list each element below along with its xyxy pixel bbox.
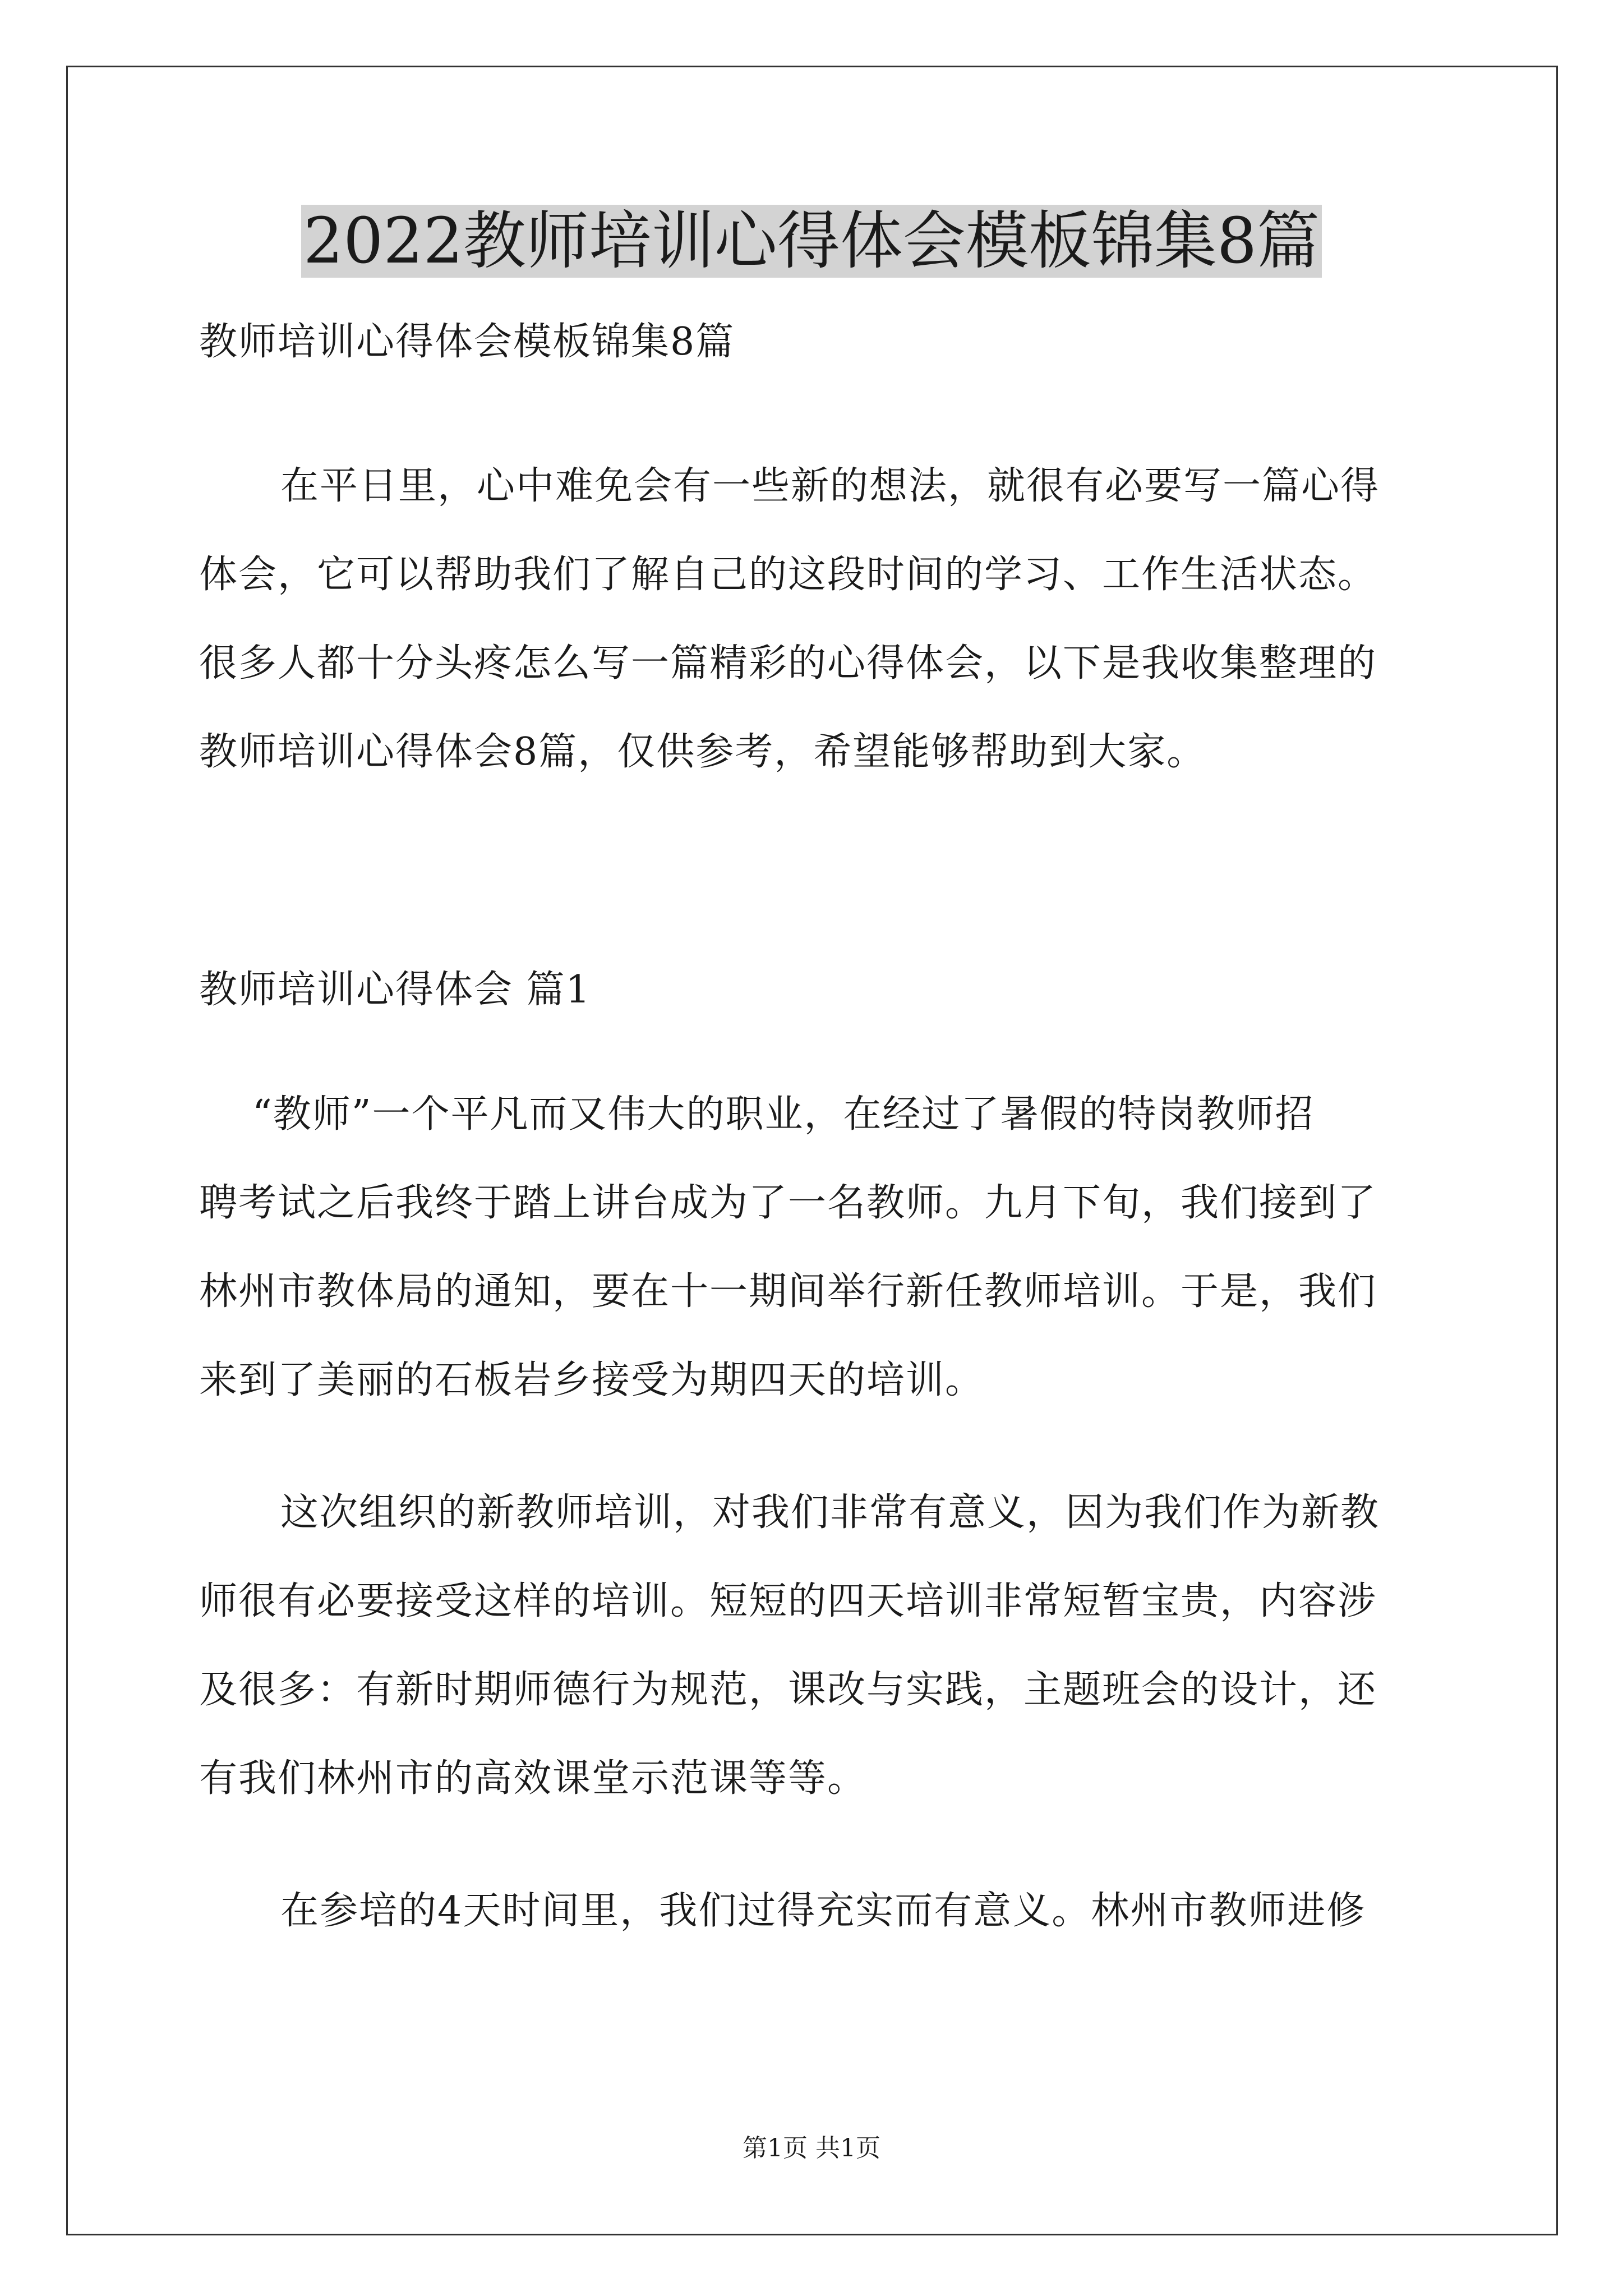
intro-line: 教师培训心得体会8篇，仅供参考，希望能够帮助到大家。 (199, 730, 1206, 774)
paragraph-line: 林州市教体局的通知，要在十一期间举行新任教师培训。于是，我们 (199, 1269, 1377, 1314)
paragraph-line: 在参培的4天时间里，我们过得充实而有意义。林州市教师进修 (280, 1889, 1366, 1933)
paragraph-line: 师很有必要接受这样的培训。短短的四天培训非常短暂宝贵，内容涉 (199, 1579, 1377, 1623)
intro-line: 体会，它可以帮助我们了解自己的这段时间的学习、工作生活状态。 (199, 553, 1377, 597)
intro-line: 在平日里，心中难免会有一些新的想法，就很有必要写一篇心得 (280, 464, 1380, 508)
paragraph-line: 这次组织的新教师培训，对我们非常有意义，因为我们作为新教 (280, 1490, 1380, 1535)
intro-line: 很多人都十分头疼怎么写一篇精彩的心得体会，以下是我收集整理的 (199, 641, 1377, 685)
paragraph-line: 聘考试之后我终于踏上讲台成为了一名教师。九月下旬，我们接到了 (199, 1181, 1377, 1225)
paragraph-line: 有我们林州市的高效课堂示范课等等。 (199, 1756, 867, 1801)
section-heading: 教师培训心得体会 篇1 (199, 968, 591, 1012)
paragraph-line: 及很多：有新时期师德行为规范，课改与实践，主题班会的设计，还 (199, 1668, 1377, 1712)
document-subtitle: 教师培训心得体会模板锦集8篇 (199, 320, 735, 364)
paragraph-line: 来到了美丽的石板岩乡接受为期四天的培训。 (199, 1358, 985, 1402)
page-number-footer: 第1页 共1页 (743, 2134, 880, 2162)
paragraph-line: “教师”一个平凡而又伟大的职业，在经过了暑假的特岗教师招 (252, 1092, 1315, 1137)
document-title: 2022教师培训心得体会模板锦集8篇 (0, 202, 1623, 280)
